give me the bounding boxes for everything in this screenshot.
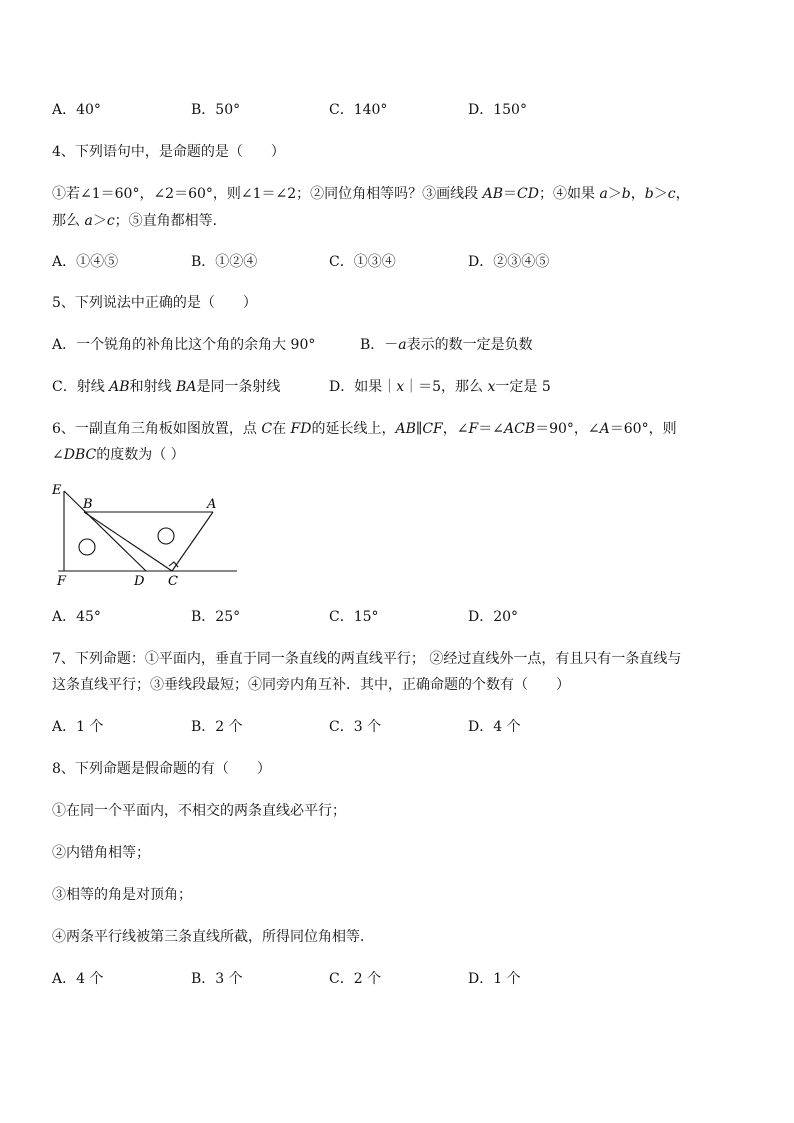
q8-option-d: D．1 个 — [468, 971, 521, 987]
q5-optc-text-mid: 和射线 — [129, 379, 177, 395]
q7-option-d: D．4 个 — [468, 719, 521, 735]
q3-option-b: B．50° — [191, 102, 241, 118]
q4-comma: ， — [630, 186, 645, 202]
q7-option-c: C．3 个 — [329, 719, 382, 735]
hole-left — [79, 539, 95, 555]
q5-optb-text-b: 表示的数一定是负数 — [406, 337, 533, 353]
q5-optb-text-a: B．－ — [360, 337, 399, 353]
ray-ba: BA — [176, 379, 197, 395]
q6-line2-text: 的度数为（ ） — [96, 447, 185, 463]
q8-stem: 8、下列命题是假命题的有（ ） — [52, 761, 271, 777]
q4-equals: ＝ — [503, 186, 518, 202]
var-a: a — [599, 186, 608, 202]
label-e: E — [52, 483, 62, 498]
q6-text-h: ＝90°，∠ — [535, 421, 600, 437]
q4-line1-end: ， — [675, 186, 690, 202]
q4-line1-text-a: ①若∠1＝60°，∠2＝60°，则∠1＝∠2；②同位角相等吗？③画线段 — [52, 186, 483, 202]
var-c: c — [667, 186, 676, 202]
q6-line2-angle: ∠ — [52, 447, 64, 463]
q6-option-c: C．15° — [329, 609, 379, 625]
line-a-c — [172, 512, 213, 571]
right-angle-mark — [169, 562, 178, 567]
segment-cd: CD — [517, 186, 539, 202]
q4-option-d: D．②③④⑤ — [468, 254, 550, 270]
q6-text-g: ＝∠ — [478, 421, 504, 437]
label-a: A — [207, 497, 217, 512]
var-a3: a — [84, 213, 93, 229]
var-a-neg: a — [398, 337, 407, 353]
ray-ab: AB — [109, 379, 130, 395]
q4-line2-text-b: ；⑤直角都相等． — [114, 213, 227, 229]
q5-optd-text-b: ｜＝5，那么 — [404, 379, 488, 395]
q5-stem: 5、下列说法中正确的是（ ） — [52, 295, 257, 311]
line-e-d — [64, 491, 146, 571]
q5-optc-text-a: C．射线 — [52, 379, 110, 395]
q3-option-d: D．150° — [468, 102, 527, 118]
q4-option-b: B．①②④ — [191, 254, 258, 270]
q8-item-3: ③相等的角是对顶角； — [52, 887, 192, 903]
q8-item-2: ②内错角相等； — [52, 845, 150, 861]
q4-line2-text-a: 那么 — [52, 213, 85, 229]
q6-option-d: D．20° — [468, 609, 519, 625]
q8-option-b: B．3 个 — [191, 971, 243, 987]
q4-gt2: ＞ — [653, 186, 668, 202]
q3-option-c: C．140° — [329, 102, 388, 118]
q8-option-a: A．4 个 — [52, 971, 104, 987]
angle-f: F — [468, 421, 479, 437]
q6-option-b: B．25° — [191, 609, 241, 625]
var-c2: c — [106, 213, 115, 229]
segment-ab: AB — [482, 186, 504, 202]
q7-line2: 这条直线平行；③垂线段最短；④同旁内角互补．其中，正确命题的个数有（ ） — [52, 677, 570, 693]
label-d: D — [134, 574, 145, 589]
q6-text-a: 6、一副直角三角板如图放置，点 — [52, 421, 262, 437]
angle-dbc: DBC — [63, 447, 97, 463]
label-c: C — [168, 574, 178, 589]
angle-a: A — [599, 421, 610, 437]
q3-option-a: A．40° — [52, 102, 101, 118]
q5-option-a: A．一个锐角的补角比这个角的余角大 90° — [52, 337, 316, 353]
q7-line1: 7、下列命题：①平面内，垂直于同一条直线的两直线平行； ②经过直线外一点，有且只有一条直线与 — [52, 651, 682, 667]
var-x2: x — [487, 379, 496, 395]
q8-option-c: C．2 个 — [329, 971, 382, 987]
var-x: x — [396, 379, 405, 395]
q6-text-e: ，∠ — [442, 421, 469, 437]
label-b: B — [83, 497, 93, 512]
q6-text-d: 的延长线上， — [311, 421, 396, 437]
q4-gt1: ＞ — [607, 186, 622, 202]
label-f: F — [57, 574, 67, 589]
line-b-c — [84, 512, 172, 571]
angle-acb: ACB — [503, 421, 536, 437]
q8-item-1: ①在同一个平面内，不相交的两条直线必平行； — [52, 803, 346, 819]
q6-text-k: ＝60°，则 — [609, 421, 677, 437]
q4-line1-text-b: ；④如果 — [538, 186, 600, 202]
q5-optd-text-a: D．如果｜ — [329, 379, 397, 395]
var-b2: b — [644, 186, 654, 202]
q7-option-a: A．1 个 — [52, 719, 104, 735]
var-b: b — [621, 186, 631, 202]
q5-optc-text-b: 是同一条射线 — [196, 379, 281, 395]
parallel-ab-cf: AB∥CF — [395, 421, 443, 437]
q8-item-4: ④两条平行线被第三条直线所截，所得同位角相等． — [52, 929, 374, 945]
q4-option-a: A．①④⑤ — [52, 254, 119, 270]
q4-option-c: C．①③④ — [329, 254, 396, 270]
q7-option-b: B．2 个 — [191, 719, 243, 735]
q4-stem: 4、下列语句中，是命题的是（ ） — [52, 144, 285, 160]
segment-fd: FD — [290, 421, 312, 437]
hole-right — [158, 528, 174, 544]
q5-optd-text-c: 一定是 5 — [495, 379, 551, 395]
q4-gt3: ＞ — [92, 213, 107, 229]
q6-text-b: 在 — [272, 421, 291, 437]
q6-option-a: A．45° — [52, 609, 101, 625]
point-c: C — [261, 421, 273, 437]
